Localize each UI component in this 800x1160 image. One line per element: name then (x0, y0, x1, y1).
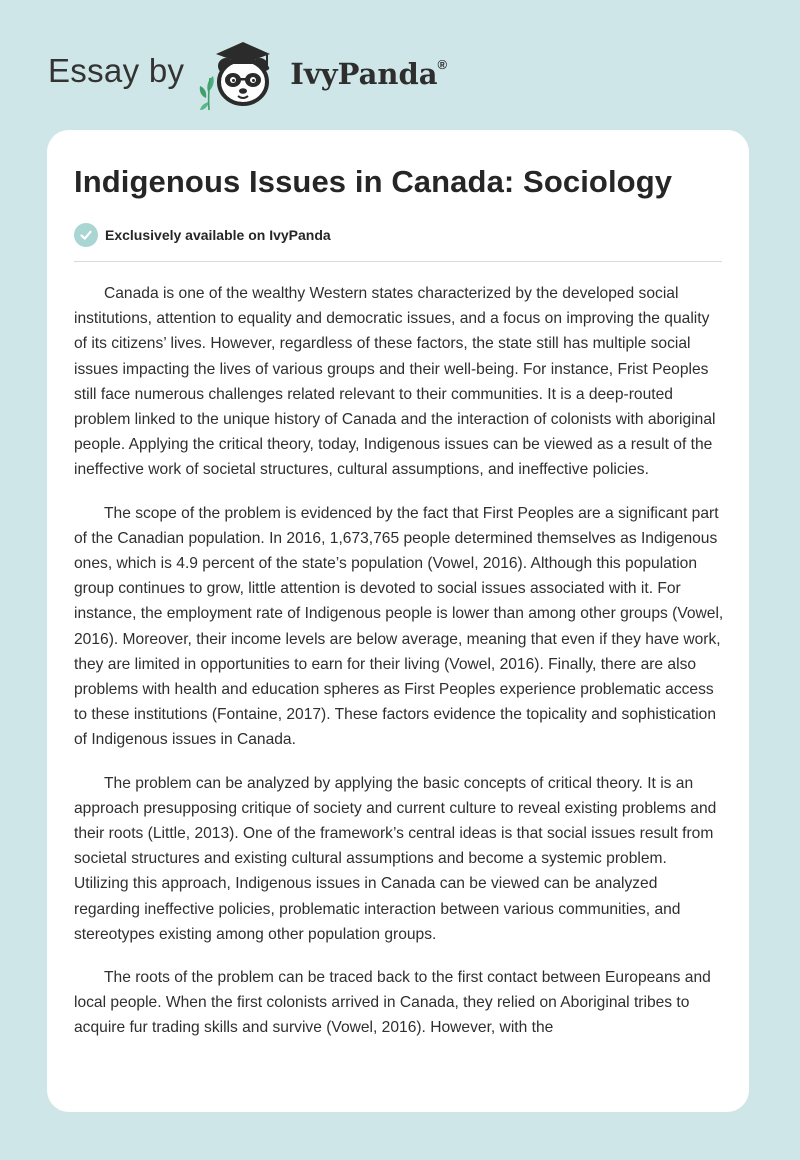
essay-card (47, 130, 749, 1112)
exclusive-label: Exclusively available on IvyPanda (105, 227, 331, 243)
divider (74, 261, 722, 262)
panda-graduate-logo-icon[interactable] (196, 36, 288, 112)
exclusive-badge (74, 223, 331, 247)
page-title: Indigenous Issues in Canada: Sociology (74, 164, 673, 199)
paragraph: The roots of the problem can be traced back to the first contact between Europeans and local people. When the first colonists arrived in Canada, they relied on Aboriginal tribes to acquire fur trading skills and survive (Vowel, 2016). However, with the (74, 969, 711, 1037)
checkmark-icon (74, 223, 98, 247)
paragraph: Canada is one of the wealthy Western states characterized by the developed social institutions, attention to equality and democratic issues, and a focus on improving the quality of its citizens’ lives. However, regardless of these factors, the state still has multiple social issues impacting the lives of various groups and their well-being. For instance, Frist Peoples still face numerous challenges related relevant to their communities. It is a deep-routed problem linked to the unique history of Canada and the interaction of colonists with aboriginal people. Applying the critical theory, today, Indigenous issues can be viewed as a result of the ineffective work of societal structures, cultural assumptions, and ineffective policies. (74, 285, 716, 479)
site-header (48, 34, 447, 114)
paragraph: The problem can be analyzed by applying the basic concepts of critical theory. It is an approach presupposing critique of society and current culture to reveal existing problems and their roots (Little, 2013). One of the framework’s central ideas is that social issues result from societal structures and existing cultural assumptions and become a systemic problem. Utilizing this approach, Indigenous issues in Canada can be viewed can be analyzed regarding ineffective policies, problematic interaction between various communities, and stereotypes existing among other population groups. (74, 774, 717, 943)
essay-body (74, 281, 724, 1059)
registered-mark: ® (437, 57, 448, 73)
brand-name[interactable] (290, 57, 447, 91)
paragraph: The scope of the problem is evidenced by the fact that First Peoples are a significant part of the Canadian population. In 2016, 1,673,765 people determined themselves as Indigenous ones, which is 4.9 percent of the state’s population (Vowel, 2016). Although this population group continues to grow, little attention is devoted to social issues associated with it. For instance, the employment rate of Indigenous people is lower than among other groups (Vowel, 2016). Moreover, their income levels are below average, meaning that even if they have work, they are limited in opportunities to earn for their living (Vowel, 2016). Finally, there are also problems with health and education spheres as First Peoples experience problematic access to these institutions (Fontaine, 2017). These factors evidence the topicality and sophistication of Indigenous issues in Canada. (74, 504, 724, 749)
essay-by-label: Essay by (48, 52, 185, 89)
leaf-icon (200, 76, 214, 110)
brand-name-text: IvyPanda (290, 57, 438, 91)
